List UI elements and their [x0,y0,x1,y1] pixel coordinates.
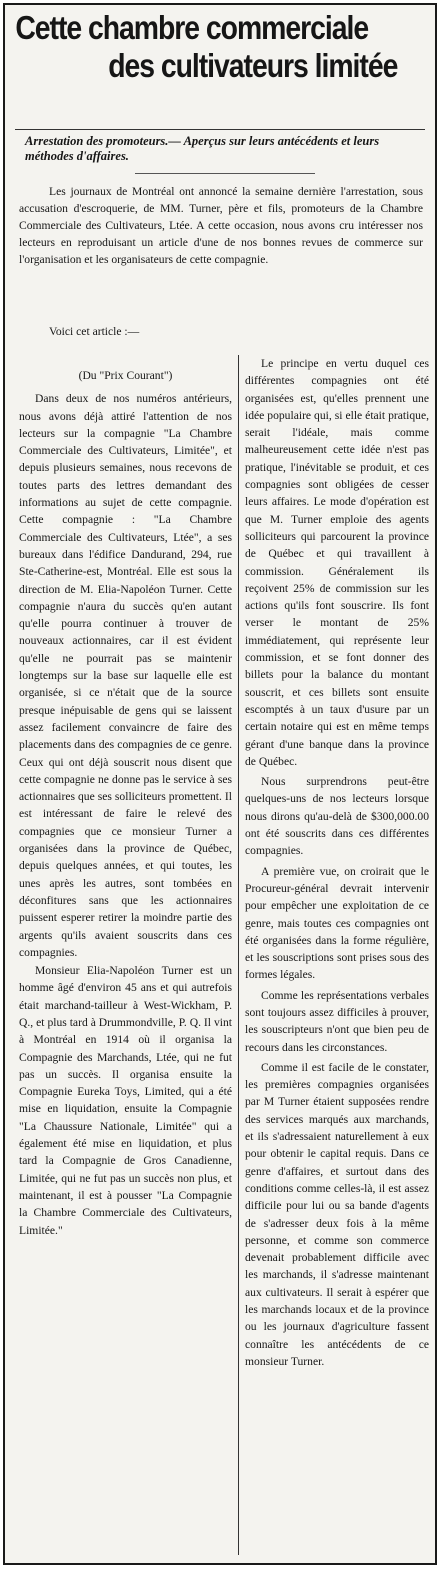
right-paragraph-2: Nous surprendrons peut-être quelques-uns de nos lecteurs lorsque nous dirons qu'au-delà de $300,000.00 ont été souscrits dans ces différentes compagnies. [245,775,429,858]
right-paragraph-3: A première vue, on croirait que le Procureur-général devrait intervenir pour empêcher une exploitation de ce genre, mais toutes ces compagnies ont été organisées dans la forme régulière, et les souscriptions sont prises sous des formes légales. [245,864,429,982]
left-column [19,355,232,1240]
section-rule [135,173,315,174]
headline-line-2: des cultivateurs limitée [108,47,398,84]
right-paragraph-5: Comme il est facile de le constater, les premières compagnies organisées par M Turner étaient supposées rendre des services marqués aux marchands, et ils s'adressaient naturellement à eux pour obtenir le capital requis. Dans ce genre d'affaires, et surtout dans des conditions comme celles-là, il est assez difficile pour lui ou sa bande d'agents de s'adresser deux fois à la même personne, et comme son commerce devenait probablement difficile avec les marchands, il s'adresse maintenant aux cultivateurs. Il serait à espérer que les marchands locaux et de la province ou les journaux d'agriculture fassent connaître les antécédents de ce monsieur Turner. [245,1060,429,1368]
headline-line-1: Cette chambre commerciale [15,9,369,46]
newspaper-clipping [3,3,437,1565]
subheadline: Arrestation des promoteurs.— Aperçus sur leurs antécédents et leurs méthodes d'affaires. [25,134,380,163]
source-attribution: (Du "Prix Courant") [78,369,173,382]
right-column [245,355,429,1371]
left-paragraph-2: Monsieur Elia-Napoléon Turner est un homme âgé d'environ 45 ans et qui autrefois était marchand-tailleur à West-Wickham, P. Q., et plus tard à Drummondville, P. Q. Il vint à Montréal en 1914 où il organisa la Compagnie des Marchands, Ltée, qui ne fut pas un succès. Il organisa ensuite la Compagnie Eureka Toys, Limited, qui a été mise en liquidation, ensuite la Compagnie "La Chaussure Nationale, Limitée" qui a également été mise en liquidation, et plus tard la Compagnie de Gros Canadienne, Limitée, qui ne fut pas un succès non plus, et maintenant, il est à pousser "La Compagnie la Chambre Commerciale des Cultivateurs, Limitée." [19,964,232,1237]
right-paragraph-1: Le principe en vertu duquel ces différentes compagnies ont été organisées est, qu'elles prennent une idée populaire qui, si elle était pratique, serait l'idéale, mais comme malheureusement cette idée n'est pas pratique, l'inévitable se produit, et ces compagnies sont obligées de cesser leurs affaires. Le mode d'opération est que M. Turner emploie des agents solliciteurs qui parcourent la province de Québec et qui travaillent à commission. Généralement ils reçoivent 25% de commission sur les actions qu'ils font souscrire. Ils font verser le montant de 25% immédiatement, qui représente leur commission, et se font donner des billets pour la balance du montant souscrit, et ces billets sont ensuite escomptés à un taux d'usure par un certain notaire qui est en même temps gérant d'une banque dans la province de Québec. [245,357,429,768]
voici-line: Voici cet article :— [49,325,140,338]
left-paragraph-1: Dans deux de nos numéros antérieurs, nous avons déjà attiré l'attention de nos lecteurs sur la compagnie "La Chambre Commerciale des Cultivateurs, Limitée", et depuis plusieurs semaines, nous recevons de toutes parts des lettres demandant des informations au sujet de cette compagnie. Cette compagnie : "La Chambre Commerciale des Cultivateurs, Ltée", a ses bureaux dans l'édifice Dandurand, 294, rue Ste-Catherine-est, Montréal. Elle est sous la direction de M. Elia-Napoléon Turner. Cette compagnie n'aura du succès qu'en autant qu'elle pourra continuer à trouver de nouveaux actionnaires, car il est évident qu'elle ne pourrait pas se maintenir longtemps sur la base sur laquelle elle est organisée, si ce n'était que de la source presque inépuisable de gens qui se laissent assez facilement convaincre de faire des placements dans des compagnies de ce genre. Ceux qui ont déjà souscrit nous disent que cette compagnie ne donne pas le service à ses actionnaires que ses solliciteurs promettent. Il est intéressant de faire le relevé des compagnies que ce monsieur Turner a organisées dans la province de Québec, depuis quelques années, et qui toutes, les unes après les autres, sont tombées en déconfitures sans que les actionnaires puissent esperer retirer la moindre partie des argents qu'ils avaient souscrits dans ces compagnies. [19,392,232,959]
right-paragraph-4: Comme les représentations verbales sont toujours assez difficiles à prouver, les souscripteurs n'ont que bien peu de recours dans les circonstances. [245,988,429,1054]
top-rule [15,129,425,130]
intro-text: Les journaux de Montréal ont annoncé la semaine dernière l'arrestation, sous accusation d'escroquerie, de MM. Turner, père et fils, promoteurs de la Chambre Commerciale des Cultivateurs, Ltée. A cette occasion, nous avons cru intéresser nos lecteurs en reproduisant un article d'une de nos bonnes revues de commerce sur l'organisation et les organisateurs de cette compagnie. [19,185,423,266]
intro-paragraph [19,183,423,268]
column-divider [238,355,239,1555]
headline [5,5,398,85]
